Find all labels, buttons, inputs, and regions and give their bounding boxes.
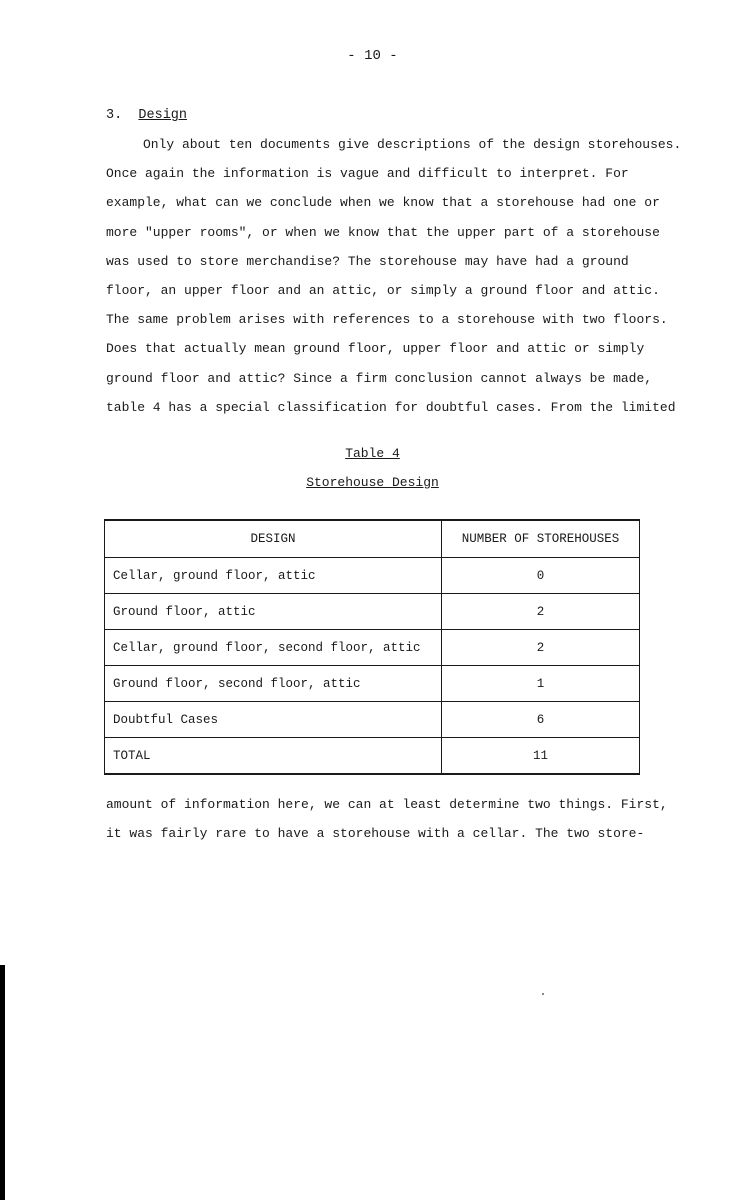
header-number: NUMBER OF STOREHOUSES [442, 520, 640, 558]
total-label-cell: TOTAL [105, 738, 442, 775]
count-cell: 2 [442, 630, 640, 666]
design-cell: Ground floor, second floor, attic [105, 666, 442, 702]
text-line: example, what can we conclude when we know that a storehouse had one or [106, 195, 660, 211]
count-cell: 2 [442, 594, 640, 630]
section-heading [106, 108, 187, 123]
text-line: The same problem arises with references to a storehouse with two floors. [106, 312, 668, 328]
table-row [105, 702, 640, 738]
text-line: Only about ten documents give descriptions of the design storehouses. [143, 137, 682, 152]
body-paragraph-1 [106, 130, 682, 422]
table-header-row [105, 520, 640, 558]
text-line: table 4 has a special classification for doubtful cases. From the limited [106, 399, 676, 415]
design-cell: Ground floor, attic [105, 594, 442, 630]
storehouse-design-table [104, 519, 640, 775]
text-line: Once again the information is vague and difficult to interpret. For [106, 166, 629, 182]
design-cell: Cellar, ground floor, second floor, attic [105, 630, 442, 666]
page-number: - 10 - [347, 48, 398, 64]
table-label: Table 4 [345, 446, 400, 461]
text-line: amount of information here, we can at least determine two things. First, [106, 797, 668, 812]
scan-edge-bar [0, 965, 5, 1200]
scan-speck [542, 993, 544, 995]
text-line: more "upper rooms", or when we know that the upper part of a storehouse [106, 224, 660, 240]
text-line: Does that actually mean ground floor, upper floor and attic or simply [106, 341, 645, 357]
design-cell: Doubtful Cases [105, 702, 442, 738]
count-cell: 6 [442, 702, 640, 738]
text-line: floor, an upper floor and an attic, or simply a ground floor and attic. [106, 283, 660, 299]
table-row [105, 594, 640, 630]
table-row [105, 666, 640, 702]
count-cell: 0 [442, 558, 640, 594]
text-line: it was fairly rare to have a storehouse with a cellar. The two store- [106, 826, 645, 842]
table-row [105, 630, 640, 666]
text-line: ground floor and attic? Since a firm conclusion cannot always be made, [106, 370, 653, 386]
table-title: Storehouse Design [306, 475, 439, 490]
header-design: DESIGN [105, 520, 442, 558]
count-cell: 1 [442, 666, 640, 702]
section-title: Design [138, 108, 188, 123]
text-line: was used to store merchandise? The storehouse may have had a ground [106, 253, 629, 269]
section-number: 3. [106, 108, 123, 123]
table-total-row [105, 738, 640, 775]
table-row [105, 558, 640, 594]
body-paragraph-2 [106, 790, 666, 848]
total-count-cell: 11 [442, 738, 640, 775]
design-cell: Cellar, ground floor, attic [105, 558, 442, 594]
